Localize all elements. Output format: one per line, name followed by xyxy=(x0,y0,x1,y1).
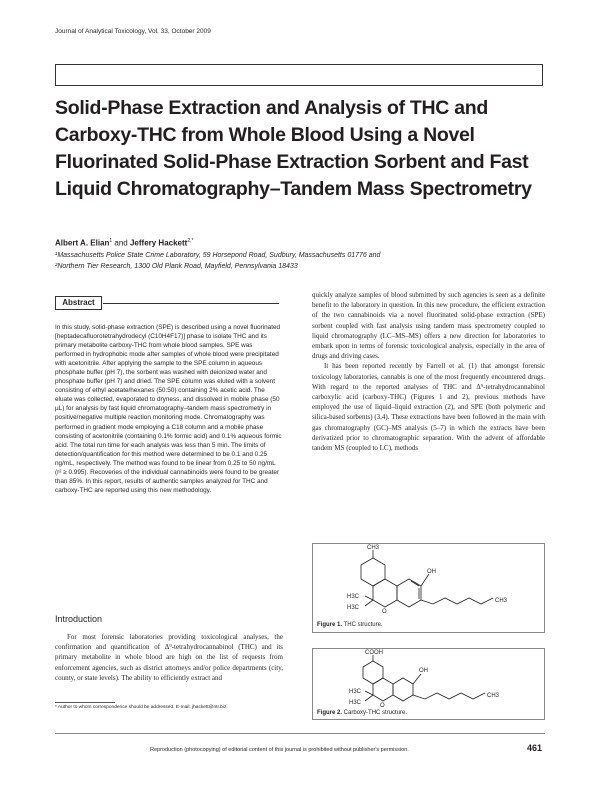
figure-1-caption xyxy=(317,622,383,628)
article-title: Solid-Phase Extraction and Analysis of THC and Carboxy-THC from Whole Blood Using a Novel Fluorinated Solid-Phase Extraction Sorbent and Fast Liquid Chromatography–Tandem Mass Spectrometry xyxy=(55,97,532,200)
author-conjunction: and xyxy=(112,238,130,248)
figure-1 xyxy=(312,543,545,633)
fig1-h3c-a: H3C xyxy=(347,594,360,600)
figure-1-caption-text: THC structure. xyxy=(342,622,383,628)
fig2-o: O xyxy=(380,703,385,709)
introduction-paragraph: For most forensic laboratories providing toxicological analyses, the confirmation and quantification of Δ⁹-tetrahydrocannabinol (THC) and its primary metabolite in whole blood are high on the list of requests from enforcement agencies, such as district attorneys and/or police departments (city, county, or state levels). The ability to efficiently extract and xyxy=(55,633,283,682)
affiliation-1: ¹Massachusetts Police State Crime Laboratory, 59 Horsepond Road, Sudbury, Massachusetts 01776 and xyxy=(55,252,381,259)
affiliation-2: ²Northern Tier Research, 1300 Old Plank Road, Mayfield, Pennsylvania 18433 xyxy=(55,263,298,270)
fig1-o: O xyxy=(382,609,387,615)
fig1-h3c-b: H3C xyxy=(347,605,360,611)
right-paragraph-2: It has been reported recently by Farrell et al. (1) that amongst forensic toxicology laboratories, cannabis is one of the most frequently encountered drugs. With regard to the reported analyses of THC and Δ⁹-tetrahydrocannabinol carboxylic acid (carboxy-THC) (Figures 1 and 2), previous methods have employed the use of liquid–liquid extraction (2), and SPE (both polymeric and silica-based sorbents) (3,4). These extractions have been followed in the main with gas chromatography (GC)–MS analysis (5–7) in which the extracts have been derivatized prior to chromatographic separation. With the advent of affordable tandem MS (coupled to LC), methods xyxy=(312,362,545,453)
correspondence-footnote: * Author to whom correspondence should be addressed. E-mail: jhackett@ntr.biz. xyxy=(55,705,228,710)
fig2-cooh: COOH xyxy=(365,650,383,656)
author-elian: Albert A. Elian xyxy=(55,238,110,248)
abstract-text: In this study, solid-phase extraction (SPE) is described using a novel fluorinated [heptadecafluorotetrahydrodecyl (C10H4F17)] phase to isolate THC and its primary metabolite carboxy-THC from whole blood samples. SPE was performed in hydrophobic mode after samples of whole blood were precipitated with acetonitrile. After applying the sample to the SPE column in aqueous phosphate buffer (pH 7), the sorbent was washed with deionized water and phosphate buffer (pH 7) and dried. The SPE column was eluted with a solvent consisting of ethyl acetate/hexanes (50:50) containing 2% acetic acid. The eluate was collected, evaporated to dryness, and dissolved in mobile phase (50 µL) for analysis by fast liquid chromatography–tandem mass spectrometry in positive/negative multiple reaction monitoring mode. Chromatography was performed in gradient mode employing a C18 column and a mobile phase consisting of acetonitrile (containing 0.1% formic acid) and 0.1% aqueous formic acid. The total run time for each analysis was less than 5 min. The limits of detection/quantification for this method were determined to be 0.1 and 0.25 ng/mL, respectively. The method was found to be linear from 0.25 to 50 ng/mL (r² ≥ 0.995). Recoveries of the individual cannabinoids were found to be greater than 85%. In this report, results of authentic samples analyzed for THC and carboxy-THC are reported using this new methodology. xyxy=(55,324,282,494)
thc-structure-diagram xyxy=(313,544,545,620)
abstract-heading: Abstract xyxy=(55,296,102,310)
fig1-ch3-top: CH3 xyxy=(367,545,380,551)
fig1-oh: OH xyxy=(427,569,436,575)
figure-2-caption xyxy=(317,710,407,716)
fig2-ch3-tail: CH3 xyxy=(487,693,500,699)
author-line xyxy=(55,238,193,248)
title-banner-box xyxy=(55,64,543,86)
right-column-text xyxy=(312,290,545,453)
footnote-rule xyxy=(55,702,115,703)
journal-citation: Journal of Analytical Toxicology, Vol. 33, October 2009 xyxy=(55,28,211,35)
introduction-heading: Introduction xyxy=(55,614,103,624)
fig2-h3c-a: H3C xyxy=(349,689,362,695)
author-elian-affil: 1 xyxy=(109,238,113,244)
abstract-rule xyxy=(103,303,279,304)
right-paragraph-1: quickly analyze samples of blood submitted by such agencies is seen as a definite benefit to the laboratory in question. In this new procedure, the efficient extraction of the two cannabinoids via a novel fluorinated solid-phase extraction (SPE) sorbent coupled with fast analysis using tandem mass spectrometry coupled to liquid chromatography (LC–MS–MS) offers a new direction for laboratories to embark upon in terms of forensic toxicological analysis, especially in the area of drugs and driving cases. xyxy=(312,291,545,361)
author-hackett-affil: 2,* xyxy=(187,238,194,244)
carboxy-thc-structure-diagram xyxy=(313,649,545,709)
fig2-h3c-b: H3C xyxy=(349,700,362,706)
fig1-ch3-tail: CH3 xyxy=(495,598,508,604)
figure-2 xyxy=(312,648,545,720)
figure-2-label: Figure 2. xyxy=(317,710,343,716)
author-hackett: Jeffery Hackett xyxy=(129,238,188,248)
footer-rule xyxy=(55,733,545,734)
reproduction-notice: Reproduction (photocopying) of editorial content of this journal is prohibited without publisher's permission. xyxy=(150,747,409,753)
fig2-oh: OH xyxy=(419,668,428,674)
figure-1-label: Figure 1. xyxy=(317,622,343,628)
page-number: 461 xyxy=(527,743,543,753)
figure-2-caption-text: Carboxy-THC structure. xyxy=(342,710,408,716)
